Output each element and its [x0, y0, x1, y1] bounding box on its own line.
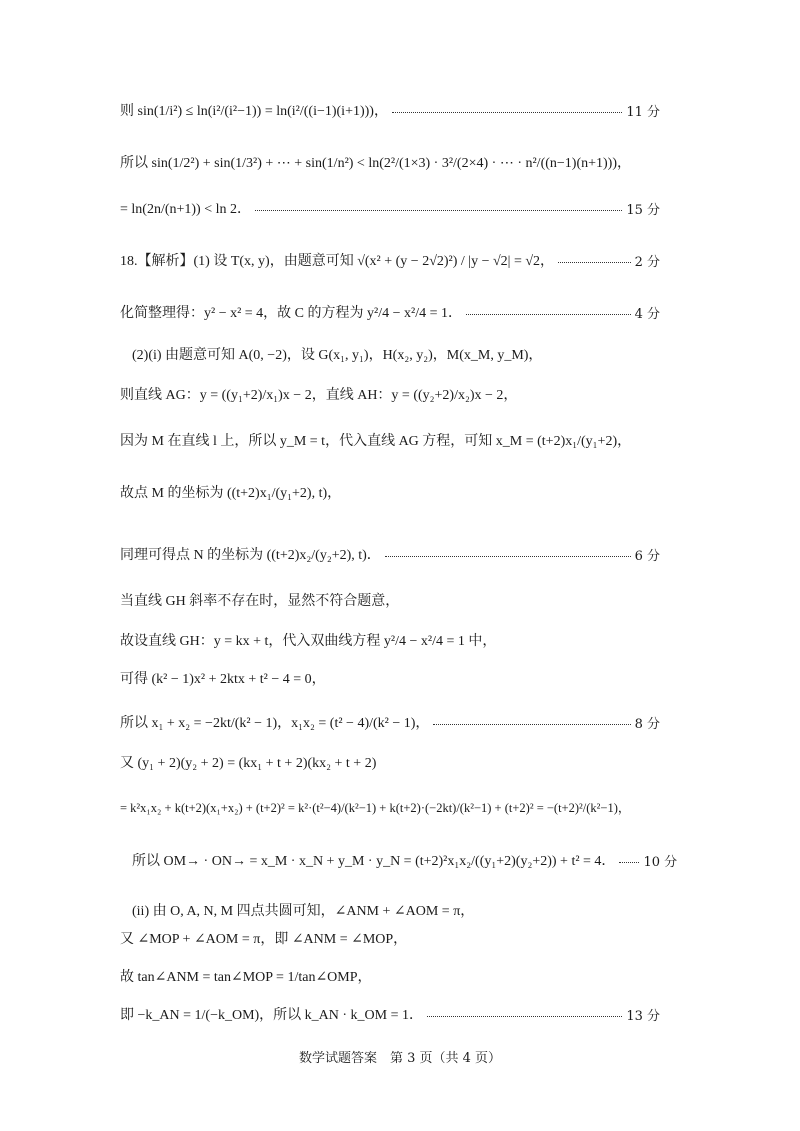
score-21: 13 分: [626, 1008, 660, 1024]
line-15-text: 又 (y₁ + 2)(y₂ + 2) = (kx₁ + t + 2)(kx₂ + t + 2): [120, 756, 377, 771]
leader-dots: [466, 314, 631, 315]
score-3: 15 分: [626, 202, 660, 218]
line-12: [120, 630, 660, 650]
line-4: [120, 250, 660, 270]
line-9-text: 故点 M 的坐标为 ((t+2)x₁/(y₁+2), t)，: [120, 486, 342, 501]
leader-dots: [433, 724, 630, 725]
score-10: 6 分: [634, 548, 660, 564]
line-18: [132, 900, 660, 920]
line-13: [120, 668, 660, 688]
line-1: [120, 100, 660, 120]
line-12-text: 故设直线 GH：y = kx + t，代入双曲线方程 y²/4 − x²/4 = 1 中，: [120, 634, 497, 649]
line-2: [120, 152, 660, 172]
line-17: [132, 850, 678, 870]
line-14: [120, 712, 660, 732]
line-17-text: 所以 OM→ · ON→ = x_M · x_N + y_M · y_N = (t+2)²x₁x₂/((y₁+2)(y₂+2)) + t² = 4．: [132, 854, 616, 869]
line-19-text: 又 ∠MOP + ∠AOM = π，即 ∠ANM = ∠MOP，: [120, 932, 408, 947]
line-21-text: 即 −k_AN = 1/(−k_OM)，所以 k_AN · k_OM = 1．: [120, 1008, 424, 1023]
score-5: 4 分: [634, 306, 660, 322]
leader-dots: [392, 112, 622, 113]
line-13-text: 可得 (k² − 1)x² + 2ktx + t² − 4 = 0，: [120, 672, 326, 687]
line-2-text: 所以 sin(1/2²) + sin(1/3²) + ⋯ + sin(1/n²) < ln(2²/(1×3) · 3²/(2×4) · ⋯ · n²/((n−1)(n+1)))，: [120, 156, 631, 171]
line-14-text: 所以 x₁ + x₂ = −2kt/(k² − 1)，x₁x₂ = (t² − 4)/(k² − 1)，: [120, 716, 430, 731]
line-11-text: 当直线 GH 斜率不存在时，显然不符合题意，: [120, 594, 400, 609]
line-20: [120, 966, 660, 986]
leader-dots: [255, 210, 622, 211]
line-15: [120, 752, 660, 772]
line-18-text: (ii) 由 O, A, N, M 四点共圆可知，∠ANM + ∠AOM = π，: [132, 904, 475, 919]
line-8: [120, 430, 660, 450]
line-16: [120, 798, 660, 816]
line-1-text: 则 sin(1/i²) ≤ ln(i²/(i²−1)) = ln(i²/((i−1)(i+1)))，: [120, 104, 388, 119]
line-6-text: (2)(i) 由题意可知 A(0, −2)，设 G(x₁, y₁)，H(x₂, y₂)，M(x_M, y_M)，: [132, 348, 543, 363]
leader-dots: [385, 556, 631, 557]
line-5-text: 化简整理得：y² − x² = 4，故 C 的方程为 y²/4 − x²/4 = 1．: [120, 306, 462, 321]
line-7-text: 则直线 AG：y = ((y₁+2)/x₁)x − 2，直线 AH：y = ((y₂+2)/x₂)x − 2，: [120, 388, 518, 403]
score-14: 8 分: [634, 716, 660, 732]
leader-dots: [558, 262, 631, 263]
line-8-text: 因为 M 在直线 l 上，所以 y_M = t，代入直线 AG 方程，可知 x_M = (t+2)x₁/(y₁+2)，: [120, 434, 632, 449]
score-17: 10 分: [643, 854, 678, 870]
line-3-text: = ln(2n/(n+1)) < ln 2．: [120, 202, 252, 217]
leader-dots: [619, 862, 639, 863]
line-4-text: 18.【解析】(1) 设 T(x, y)，由题意可知 √(x² + (y − 2√2)²) / |y − √2| = √2，: [120, 254, 555, 269]
line-9: [120, 482, 660, 502]
line-6: [132, 344, 660, 364]
line-21: [120, 1004, 660, 1024]
line-3: [120, 198, 660, 218]
line-16-text: = k²x₁x₂ + k(t+2)(x₁+x₂) + (t+2)² = k²·(t²−4)/(k²−1) + k(t+2)·(−2kt)/(k²−1) + (t+2)² = −(t+2)²/(k²−1)，: [120, 801, 631, 815]
line-19: [120, 928, 660, 948]
line-5: [120, 302, 660, 322]
page-footer: 数学试题答案 第 3 页（共 4 页）: [298, 1051, 502, 1066]
line-10: [120, 544, 660, 564]
line-20-text: 故 tan∠ANM = tan∠MOP = 1/tan∠OMP，: [120, 970, 372, 985]
line-11: [120, 590, 660, 610]
line-7: [120, 384, 660, 404]
score-4: 2 分: [634, 254, 660, 270]
line-10-text: 同理可得点 N 的坐标为 ((t+2)x₂/(y₂+2), t)．: [120, 548, 381, 563]
leader-dots: [427, 1016, 622, 1017]
score-1: 11 分: [626, 104, 660, 120]
